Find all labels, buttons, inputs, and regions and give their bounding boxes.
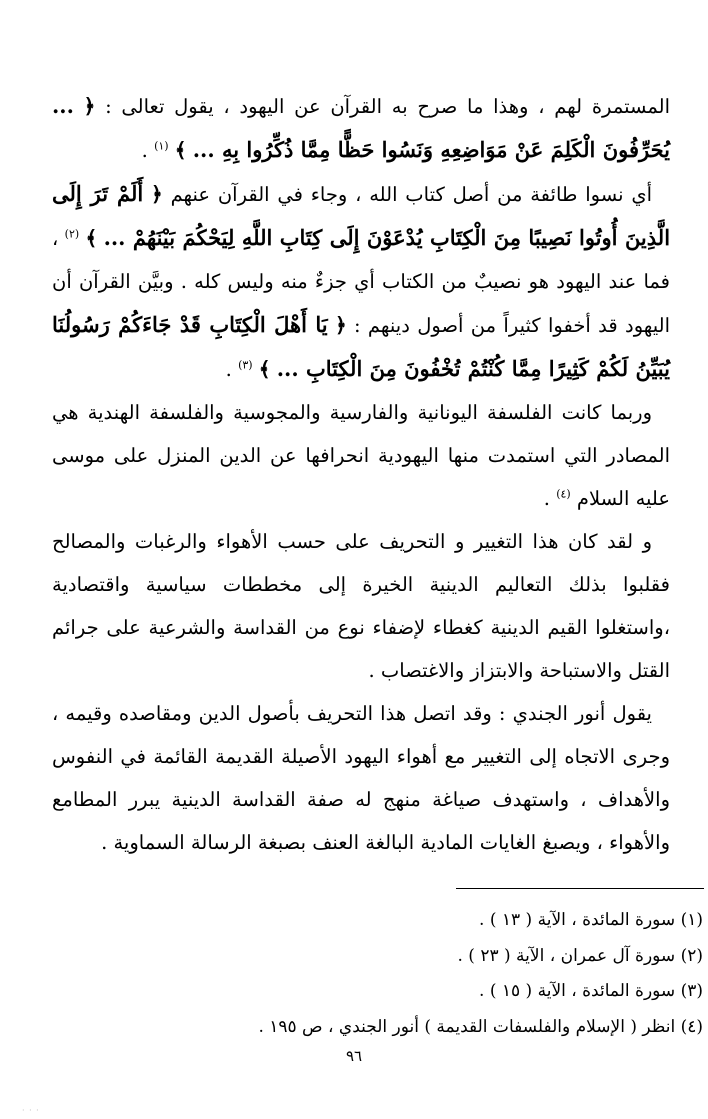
footnote-divider	[456, 888, 704, 889]
paragraph-3-text: وربما كانت الفلسفة اليونانية والفارسية والمجوسية والفلسفة الهندية هي المصادر التي استمدت منها اليهودية انحرافها عن الدين المنزل على موسى عليه السلام	[52, 401, 670, 510]
sentence-end: .	[141, 139, 148, 162]
paragraph-5	[52, 692, 670, 864]
paragraph-1-text: المستمرة لهم ، وهذا ما صرح به القرآن عن اليهود ، يقول تعالى :	[105, 95, 671, 118]
quran-close-bracket: ﴾	[85, 226, 98, 250]
footnote-ref-2: (٢)	[64, 227, 80, 241]
quran-open-bracket: ﴿	[83, 94, 96, 118]
paragraph-3	[52, 391, 670, 520]
quran-close-bracket: ﴾	[258, 357, 271, 381]
sentence-end: .	[225, 358, 232, 381]
paragraph-5-text: يقول أنور الجندي : وقد اتصل هذا التحريف بأصول الدين ومقاصده وقيمه ، وجرى الاتجاه إلى التغيير مع أهواء اليهود الأصيلة القديمة القائمة في النفوس والأهداف ، واستهدف صياغة منهج له صفة القداسة الدينية يبرر المطامع والأهواء ، ويصبغ الغايات المادية البالغة العنف بصبغة الرسالة السماوية .	[52, 702, 670, 854]
footnote-3: (٣) سورة المائدة ، الآية ( ١٥ ) .	[479, 981, 703, 1001]
footnote-ref-4: (٤)	[556, 487, 571, 501]
paragraph-2-text-b: ، فما عند اليهود هو نصيبٌ من الكتاب أي جزءٌ منه وليس كله . وبيَّن القرآن أن اليهود قد أخفوا كثيراً من أصول دينهم :	[52, 227, 670, 337]
sentence-end: .	[543, 487, 550, 510]
footnote-ref-3: (٣)	[238, 358, 253, 372]
paragraph-1	[52, 84, 670, 172]
paragraph-2	[52, 172, 670, 391]
quran-open-bracket: ﴿	[151, 182, 163, 206]
footnotes	[120, 903, 703, 1045]
quran-close-bracket: ﴾	[174, 138, 187, 162]
footnote-ref-1: (١)	[154, 139, 169, 153]
main-text	[52, 84, 670, 864]
quran-verse: ... يُحَرِّفُونَ الْكَلِمَ عَنْ مَوَاضِعِهِ وَنَسُوا حَظًّا مِمَّا ذُكِّرُوا بِهِ ...	[52, 93, 670, 162]
footnote-2: (٢) سورة آل عمران ، الآية ( ٢٣ ) .	[457, 945, 703, 966]
quran-open-bracket: ﴿	[334, 313, 347, 337]
paragraph-4	[52, 520, 670, 692]
page-number: ٩٦	[345, 1047, 363, 1065]
footnote-1: (١) سورة المائدة ، الآية ( ١٣ ) .	[479, 910, 703, 930]
paragraph-4-text: و لقد كان هذا التغيير و التحريف على حسب الأهواء والرغبات والمصالح فقلبوا بذلك التعاليم الدينية الخيرة إلى مخططات سياسية واقتصادية ،واستغلوا القيم الدينية كغطاء لإضفاء نوع من القداسة والشرعية على جرائم القتل والاستباحة والابتزاز والاغتصاب .	[52, 530, 670, 682]
quran-verse: يَا أَهْلَ الْكِتَابِ قَدْ جَاءَكُمْ رَسُولُنَا يُبَيِّنُ لَكُمْ كَثِيرًا مِمَّا كُنْتُمْ تُخْفُونَ مِنَ الْكِتَابِ ...	[52, 312, 670, 381]
scan-speck: · · ·	[22, 1106, 40, 1115]
paragraph-2-text-a: أي نسوا طائفة من أصل كتاب الله ، وجاء في القرآن عنهم	[170, 183, 653, 206]
footnote-4: (٤) انظر ( الإسلام والفلسفات القديمة ) أنور الجندي ، ص ١٩٥ .	[258, 1016, 703, 1037]
quran-verse: أَلَمْ تَرَ إِلَى الَّذِينَ أُوتُوا نَصِيبًا مِنَ الْكِتَابِ يُدْعَوْنَ إِلَى كِتَابِ اللَّهِ لِيَحْكُمَ بَيْنَهُمْ ...	[52, 181, 671, 250]
